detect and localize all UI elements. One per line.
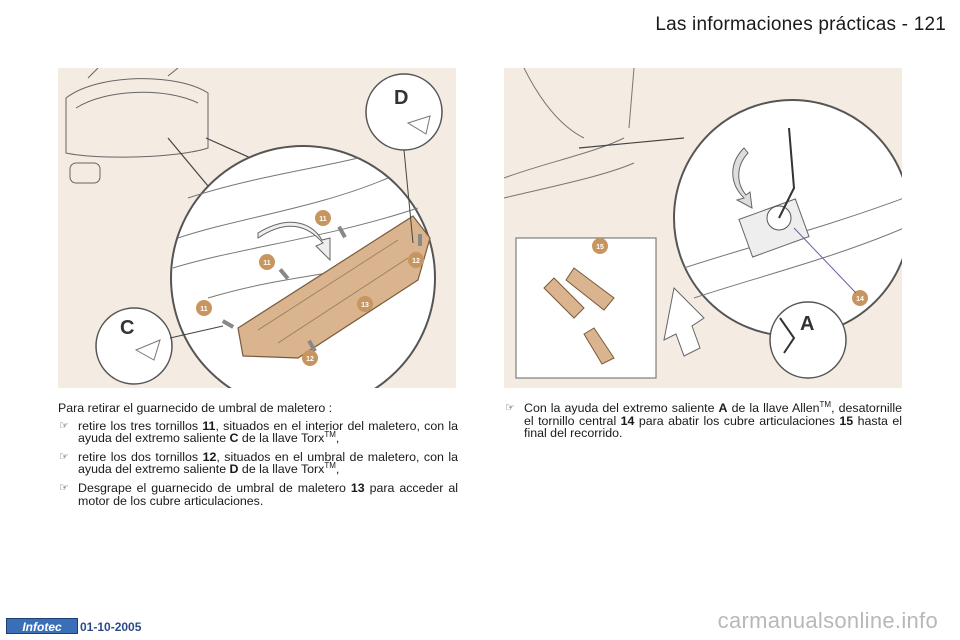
callout-11-a-label: 11	[319, 216, 327, 223]
trunk-sketch	[504, 68, 634, 198]
pointing-hand-icon: ☞	[59, 449, 69, 463]
callout-13-label: 13	[361, 302, 369, 309]
figure-trunk-sill-trim	[58, 68, 456, 388]
callout-12-a-label: 12	[412, 258, 420, 265]
callout-11-b-label: 11	[263, 260, 271, 267]
watermark: carmanualsonline.info	[717, 608, 938, 633]
intro-text: Para retirar el guarnecido de umbral de maletero :	[58, 401, 333, 415]
callout-12-b-label: 12	[306, 356, 314, 363]
hinge-illustration-svg	[504, 68, 902, 388]
car-rear-sketch	[66, 68, 208, 183]
inset-panel	[516, 238, 656, 378]
detail-a-label: A	[800, 313, 815, 335]
callout-14-label: 14	[856, 296, 864, 303]
detail-d-label: D	[394, 87, 409, 109]
pointing-hand-icon: ☞	[505, 401, 515, 414]
footer-date: 01-10-2005	[80, 620, 142, 634]
detail-circle-d	[366, 74, 442, 150]
figure-hinge-cover	[504, 68, 902, 388]
infotec-logo: Infotec	[6, 618, 78, 634]
instructions-left	[58, 402, 458, 513]
pointing-hand-icon: ☞	[59, 480, 69, 494]
trunk-illustration-svg	[58, 68, 456, 388]
step-remove-screws-12: ☞ retire los dos tornillos 12, situados en el umbral de maletero, con la ayuda del extremo saliente D de la llave Torx™,	[59, 449, 458, 477]
pointing-hand-icon: ☞	[59, 418, 69, 432]
step-unclip-trim: ☞ Desgrape el guarnecido de umbral de maletero 13 para acceder al motor de los cubre articulaciones.	[59, 480, 458, 508]
callout-11-c-label: 11	[200, 306, 208, 313]
page-header: Las informaciones prácticas - 121	[655, 14, 946, 35]
step-remove-screws-11: ☞ retire los tres tornillos 11, situados en el interior del maletero, con la ayuda del extremo saliente C de la llave Torx™,	[59, 418, 458, 446]
detail-c-label: C	[120, 317, 135, 339]
step-unscrew-central-screw: ☞ Con la ayuda del extremo saliente A de la llave Allen™, desatornille el tornillo central 14 para abatir los cubre articulaciones 15 hasta el final del recorrido.	[505, 399, 902, 441]
callout-15-label: 15	[596, 244, 604, 251]
instructions-right	[504, 399, 902, 446]
